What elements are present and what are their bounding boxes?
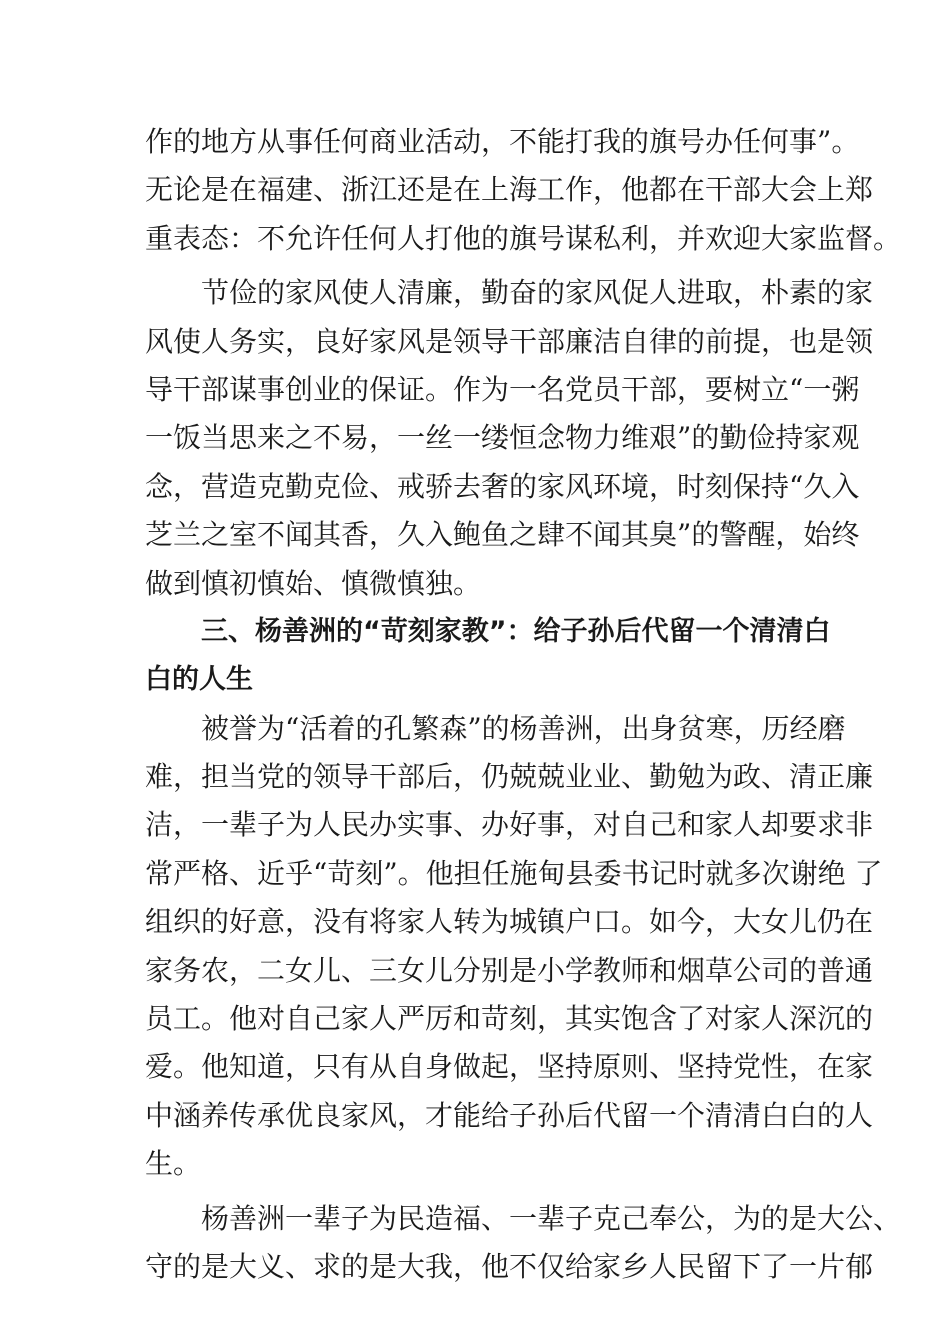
text-line: 守的是大义、求的是大我，他不仅给家乡人民留下了一片郁 xyxy=(145,1249,874,1283)
text-line: 导干部谋事创业的保证。作为一名党员干部，要树立“一粥 xyxy=(145,372,860,406)
section-heading xyxy=(145,608,831,705)
text-line: 风使人务实，良好家风是领导干部廉洁自律的前提，也是领 xyxy=(145,324,874,358)
text-line: 爱。他知道，只有从自身做起，坚持原则、坚持党性，在家 xyxy=(145,1050,874,1084)
text-line: 常严格、近乎“苛刻”。他担任施甸县委书记时就多次谢绝 了 xyxy=(145,856,883,890)
text-line: 无论是在福建、浙江还是在上海工作，他都在干部大会上郑 xyxy=(145,173,874,207)
text-line: 家务农，二女儿、三女儿分别是小学教师和烟草公司的普通 xyxy=(145,953,874,987)
text-line: 作的地方从事任何商业活动，不能打我的旗号办任何事”。 xyxy=(145,125,860,158)
text-line: 节俭的家风使人清廉，勤奋的家风促人进取，朴素的家 xyxy=(201,276,874,310)
paragraph-2 xyxy=(145,269,874,608)
text-line: 中涵养传承优良家风，才能给子孙后代留一个清清白白的人 xyxy=(145,1098,874,1132)
text-line: 念，营造克勤克俭、戒骄去奢的家风环境，时刻保持“久入 xyxy=(145,469,860,503)
text-line: 芝兰之室不闻其香，久入鲍鱼之肆不闻其臭”的警醒，始终 xyxy=(145,518,860,552)
text-line: 洁，一辈子为人民办实事、办好事，对自己和家人却要求非 xyxy=(145,808,874,842)
heading-line: 三、杨善洲的“苛刻家教”：给子孙后代留一个清清白 xyxy=(201,615,831,647)
text-line: 重表态：不允许任何人打他的旗号谋私利，并欢迎大家监督。 xyxy=(145,221,902,255)
text-line: 一饭当思来之不易，一丝一缕恒念物力维艰”的勤俭持家观 xyxy=(145,421,860,455)
text-line: 难，担当党的领导干部后，仍兢兢业业、勤勉为政、清正廉 xyxy=(145,760,874,794)
text-line: 员工。他对自己家人严厉和苛刻，其实饱含了对家人深沉的 xyxy=(145,1002,874,1036)
paragraph-1 xyxy=(145,118,902,263)
text-line: 组织的好意，没有将家人转为城镇户口。如今，大女儿仍在 xyxy=(145,905,874,939)
paragraph-3 xyxy=(145,705,883,1189)
paragraph-4 xyxy=(145,1195,902,1292)
text-line: 生。 xyxy=(145,1147,202,1181)
heading-line: 白的人生 xyxy=(145,664,253,696)
text-line: 做到慎初慎始、慎微慎独。 xyxy=(145,566,482,600)
text-line: 被誉为“活着的孔繁森”的杨善洲，出身贫寒，历经磨 xyxy=(201,711,846,745)
document-body xyxy=(145,118,902,1291)
text-line: 杨善洲一辈子为民造福、一辈子克己奉公，为的是大公、 xyxy=(201,1201,902,1235)
